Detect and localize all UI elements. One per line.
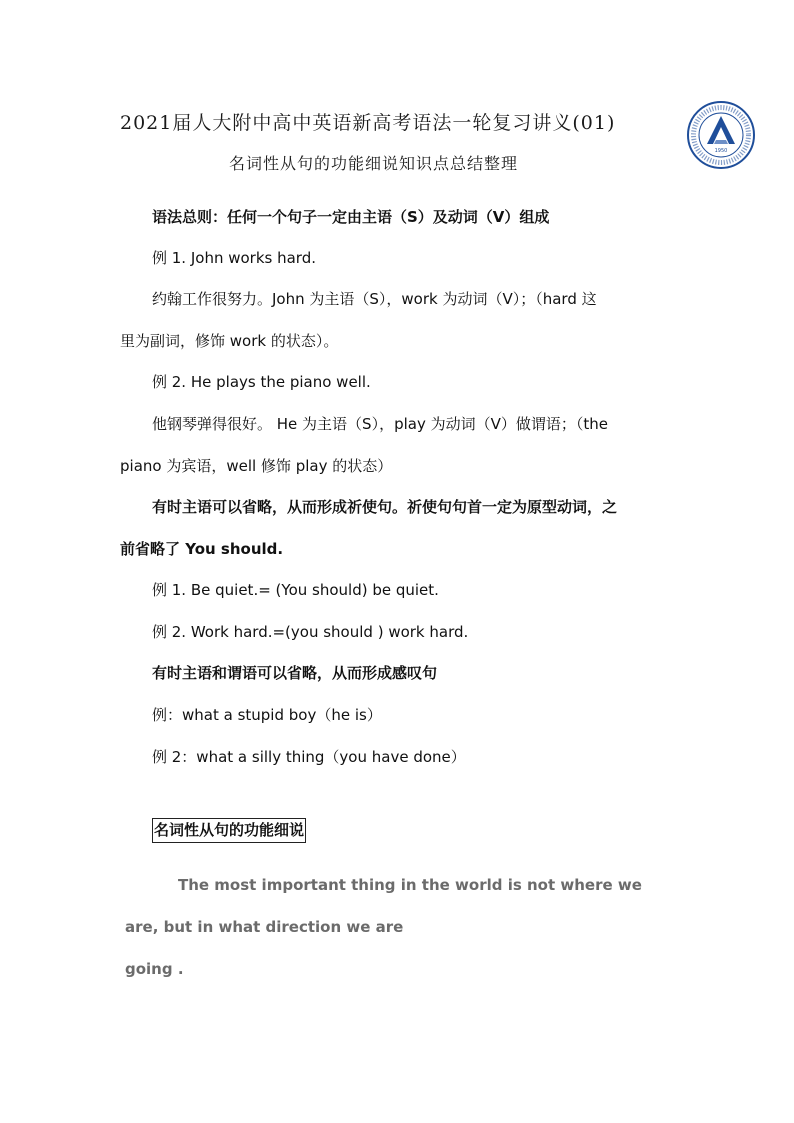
example-1-explanation-cont: 里为副词，修饰 work 的状态）。 bbox=[120, 332, 339, 350]
imperative-heading: 有时主语可以省略，从而形成祈使句。祈使句句首一定为原型动词，之 bbox=[152, 498, 618, 516]
exclamation-example-2: 例 2：what a silly thing（you have done） bbox=[152, 748, 466, 766]
quote-line-2: are, but in what direction we are bbox=[125, 918, 404, 936]
imperative-heading-cont: 前省略了 You should. bbox=[120, 540, 284, 558]
exclamation-example-1: 例：what a stupid boy（he is） bbox=[152, 706, 382, 724]
example-2-explanation: 他钢琴弹得很好。 He 为主语（S），play 为动词（V）做谓语；（the bbox=[152, 415, 608, 433]
rule-heading: 语法总则：任何一个句子一定由主语（S）及动词（V）组成 bbox=[152, 208, 550, 226]
quote-line-3: going . bbox=[125, 960, 184, 978]
quote-line-1: The most important thing in the world is not where we bbox=[178, 876, 642, 894]
section-heading-box: 名词性从句的功能细说 bbox=[152, 818, 306, 843]
page-title: 2021届人大附中高中英语新高考语法一轮复习讲义(01) bbox=[120, 112, 616, 134]
example-2: 例 2. He plays the piano well. bbox=[152, 373, 371, 391]
imperative-example-1: 例 1. Be quiet.= (You should) be quiet. bbox=[152, 581, 439, 599]
logo-year: 1950 bbox=[714, 148, 728, 154]
imperative-example-2: 例 2. Work hard.=(you should ) work hard. bbox=[152, 623, 469, 641]
exclamation-heading: 有时主语和谓语可以省略，从而形成感叹句 bbox=[152, 664, 438, 682]
example-1: 例 1. John works hard. bbox=[152, 249, 317, 267]
school-logo bbox=[686, 100, 756, 170]
page-subtitle: 名词性从句的功能细说知识点总结整理 bbox=[229, 154, 519, 173]
example-2-explanation-cont: piano 为宾语，well 修饰 play 的状态） bbox=[120, 457, 393, 475]
example-1-explanation: 约翰工作很努力。John 为主语（S），work 为动词（V）；（hard 这 bbox=[152, 290, 597, 308]
